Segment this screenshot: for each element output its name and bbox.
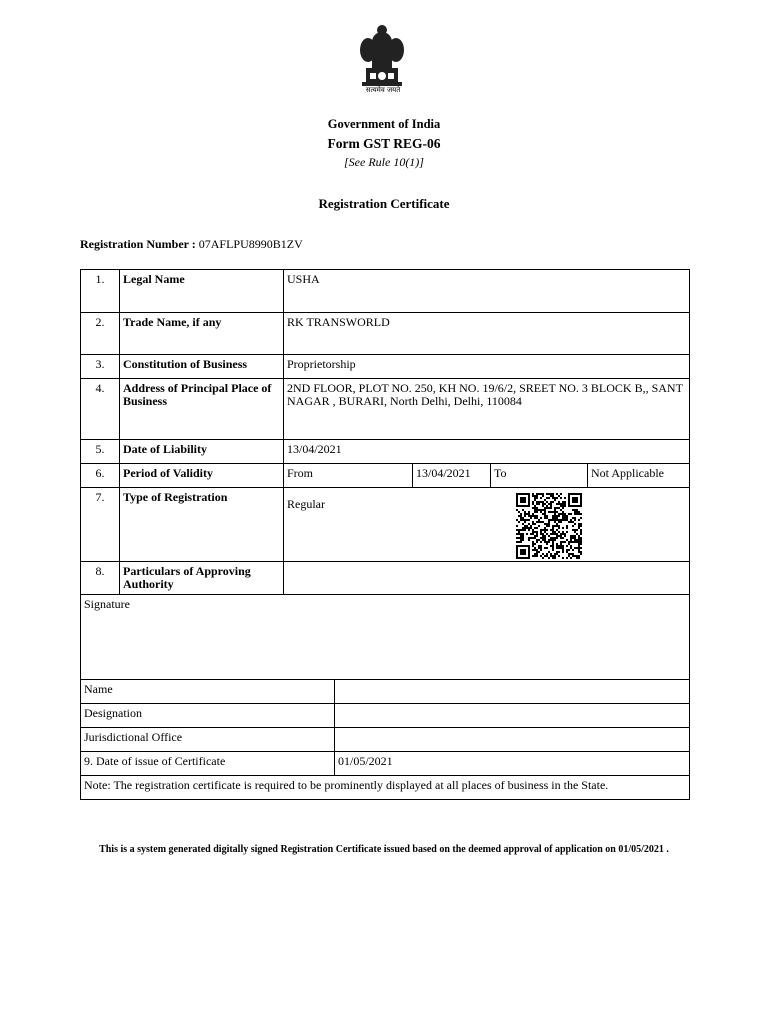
signature-label: Signature [81, 595, 690, 680]
emblem-motto: सत्यमेव जयते [365, 86, 401, 94]
government-heading: Government of India [327, 117, 441, 131]
issue-date-label: 9. Date of issue of Certificate [81, 752, 335, 776]
row-label: Constitution of Business [120, 355, 284, 379]
row-label: Date of Liability [120, 440, 284, 464]
table-row [81, 379, 690, 440]
signature-row [81, 595, 690, 680]
row-number: 2. [81, 313, 120, 355]
certificate-table [80, 269, 690, 800]
table-row [81, 752, 690, 776]
table-row [81, 562, 690, 595]
table-row [81, 728, 690, 752]
row-label: Particulars of Approving Authority [120, 562, 284, 595]
form-title: Form GST REG-06 [327, 136, 441, 151]
table-row [81, 270, 690, 313]
row-label: Trade Name, if any [120, 313, 284, 355]
table-row [81, 704, 690, 728]
designation-value [335, 704, 690, 728]
jurisdictional-office-label: Jurisdictional Office [81, 728, 335, 752]
table-row [81, 313, 690, 355]
validity-to-value: Not Applicable [588, 464, 690, 488]
name-value [335, 680, 690, 704]
note-row [81, 776, 690, 800]
row-value [284, 488, 690, 562]
row-label: Period of Validity [120, 464, 284, 488]
digital-signature-note: This is a system generated digitally signed Registration Certificate issued based on the deemed approval of application on 01/05/2021 . [99, 844, 669, 855]
registration-type-value: Regular [287, 497, 325, 511]
registration-number [80, 237, 303, 252]
row-number: 4. [81, 379, 120, 440]
designation-label: Designation [81, 704, 335, 728]
row-number: 3. [81, 355, 120, 379]
certificate-title: Registration Certificate [318, 196, 450, 211]
display-note: Note: The registration certificate is required to be prominently displayed at all places of business in the State. [81, 776, 690, 800]
jurisdictional-office-value [335, 728, 690, 752]
row-number: 1. [81, 270, 120, 313]
validity-from-value: 13/04/2021 [413, 464, 491, 488]
row-number: 7. [81, 488, 120, 562]
row-number: 6. [81, 464, 120, 488]
registration-number-value: 07AFLPU8990B1ZV [198, 237, 303, 251]
table-row [81, 488, 690, 562]
table-row [81, 440, 690, 464]
row-number: 8. [81, 562, 120, 595]
validity-to-label: To [491, 464, 588, 488]
row-value: USHA [284, 270, 690, 313]
table-row [81, 680, 690, 704]
row-label: Address of Principal Place of Business [120, 379, 284, 440]
row-label: Type of Registration [120, 488, 284, 562]
issue-date-value: 01/05/2021 [335, 752, 690, 776]
row-value: RK TRANSWORLD [284, 313, 690, 355]
qr-code-icon [516, 493, 582, 559]
rule-reference: [See Rule 10(1)] [344, 155, 424, 169]
table-row [81, 355, 690, 379]
name-label: Name [81, 680, 335, 704]
registration-number-label: Registration Number : [80, 237, 196, 251]
row-number: 5. [81, 440, 120, 464]
row-value: 2ND FLOOR, PLOT NO. 250, KH NO. 19/6/2, SREET NO. 3 BLOCK B,, SANT NAGAR , BURARI, North Delhi, Delhi, 110084 [284, 379, 690, 440]
row-value: Proprietorship [284, 355, 690, 379]
row-label: Legal Name [120, 270, 284, 313]
row-value [284, 562, 690, 595]
validity-from-label: From [284, 464, 413, 488]
row-value: 13/04/2021 [284, 440, 690, 464]
table-row [81, 464, 690, 488]
